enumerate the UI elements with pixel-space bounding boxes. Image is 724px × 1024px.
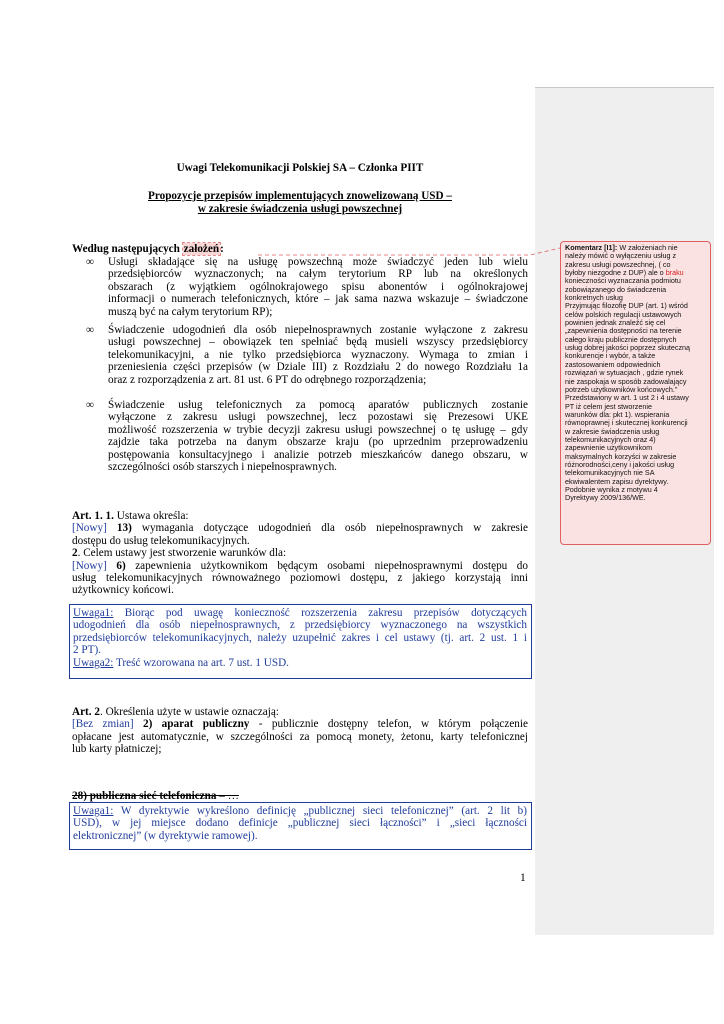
comment-text-segment: konieczności wyznaczania podmiotu <box>565 276 681 286</box>
assumptions-heading <box>72 243 224 255</box>
comment-text-segment: różnorodności,ceny i jakości usług <box>565 459 675 469</box>
comment-text-segment: konkretnych usług <box>565 293 623 303</box>
remark-label: Uwaga1: <box>73 805 114 817</box>
deleted-definition <box>72 790 239 802</box>
bullet-line: telekomunikacyjni, a nie tylko przedsiębiorca wyznaczony. Wymaga to zmian i <box>108 348 528 361</box>
bullet-3-text <box>108 399 528 473</box>
infinity-bullet-icon: ∞ <box>86 324 94 336</box>
remark-line: USD), w jej miejsce dodano definicje „publicznej sieci łączności” i „sieci łączności <box>73 817 527 830</box>
remark-text: W dyrektywie wykreślono definicję „publicznej sieci telefonicznej” (art. 2 lit b) <box>113 805 527 817</box>
art-2-item-cont: opłacane jest automatycznie, w szczególności za pomocą monety, żetonu, karty telefonicznej <box>72 730 528 743</box>
bullet-line: muszą być na całym terytorium RP); <box>108 305 273 318</box>
comment-text-segment: Dyrektywy 2009/136/WE. <box>565 493 646 503</box>
heading-prefix: Według następujących <box>72 243 183 255</box>
bullet-line: możliwość rozszerzenia w trybie decyzji zakresu usługi powszechnej o tę usługę – gdy <box>108 423 528 436</box>
comment-text-segment: Przedstawiony w art. 1 ust 2 i 4 ustawy <box>565 393 689 403</box>
heading-suffix: : <box>220 243 224 255</box>
bullet-1-text <box>108 256 528 318</box>
term-number: 2) aparat publiczny <box>133 718 250 731</box>
comment-line <box>565 494 707 502</box>
new-tag: [Nowy] <box>72 522 107 535</box>
remark-label: Uwaga1: <box>73 607 114 619</box>
remark-text: Biorąc pod uwagę konieczność rozszerzenia zakresu przepisów dotyczących <box>113 607 527 619</box>
art-1-item-13-line <box>72 522 528 534</box>
paragraph-number: 2 <box>72 547 78 560</box>
page-number: 1 <box>520 872 526 884</box>
commented-word-highlight[interactable]: założeń <box>183 243 220 255</box>
comment-label: Komentarz [I1]: <box>565 243 618 252</box>
bullet-line: zajdzie taka potrzeba na danym obszarze kraju (po uprzednim przeprowadzeniu <box>108 436 528 449</box>
remark-line <box>73 607 527 619</box>
infinity-bullet-icon: ∞ <box>86 399 94 411</box>
comment-balloon[interactable] <box>560 241 711 545</box>
comment-text-segment: telekomunikacyjnych nie SA <box>565 468 655 478</box>
comment-text-segment: zapewnienie użytkownikom <box>565 443 653 453</box>
remark-line: elektronicznej” (w dyrektywie ramowej). <box>73 829 258 842</box>
comment-text-segment: „zapewnienia dostępności na terenie <box>565 326 682 336</box>
remark-label: Uwaga2: <box>73 656 114 669</box>
term-definition: - publicznie dostępny telefon, w którym połączenie <box>249 718 528 731</box>
paragraph-text: . Celem ustawy jest stworzenie warunków dla: <box>77 547 287 560</box>
comment-text <box>565 244 707 503</box>
bullet-line: postępowania konsultacyjnego i analizie potrzeb mieszkańców danego obszaru, w <box>108 448 528 461</box>
deleted-term: 28) publiczna sieć telefoniczna <box>72 790 217 802</box>
bullet-line: informacji o numerach telefonicznych, które – jak sama nazwa wskazuje – świadczone <box>108 293 528 306</box>
bullet-line: Świadczenie usług telefonicznych za pomocą aparatów publicznych zostanie <box>108 399 528 411</box>
comment-text-segment: usług dobrej jakości poprzez skuteczną <box>565 343 691 353</box>
comment-text-segment: konkurencje i wybór, a także <box>565 351 656 361</box>
infinity-bullet-icon: ∞ <box>86 256 94 268</box>
bullet-line: Usługi składające się na usługę powszechną może świadczyć jeden lub wielu <box>108 256 528 268</box>
bullet-line: oraz z rozporządzenia z art. 81 ust. 6 PT do odrębnego rozporządzenia; <box>108 373 427 386</box>
comment-text-segment: Podobnie wynika z motywu 4 <box>565 484 658 494</box>
item-text: zapewnienia użytkownikom będącym osobami niepełnosprawnymi dostępu do <box>125 559 528 572</box>
item-number: 6) <box>106 559 126 572</box>
art-2-intro: . Określenia użyte w ustawie oznaczają: <box>99 706 279 718</box>
comment-text-segment: ekwiwalentem zapisu dyrektywy. <box>565 476 669 486</box>
bullet-line: usługi powszechnej – obowiązek ten spełniać będą musieli wszyscy przedsiębiorcy <box>108 336 528 349</box>
comment-text-segment: maksymalnych korzyści w zakresie <box>565 451 677 461</box>
comment-text-segment: warunków dla: pkt 1). wspierania <box>565 409 670 419</box>
bullet-line: szczególności osób starszych i niepełnosprawnych. <box>108 460 337 473</box>
art-2-item-cont: lub karty płatniczej; <box>72 743 162 756</box>
comment-text-segment: powinien jednak znaleźć się cel <box>565 318 666 328</box>
comment-text-segment: PT iż celem jest stworzenie <box>565 401 652 411</box>
comment-text-segment: Przyjmując filozofię DUP (art. 1) wśród <box>565 301 688 311</box>
remark-line: przedsiębiorców telekomunikacyjnych, należy uzupełnić zakres i cel ustawy (tj. art. 2 ust. 1 i <box>73 631 527 644</box>
art-1-item-6-line <box>72 560 528 572</box>
new-tag: [Nowy] <box>72 559 107 572</box>
art-1-item-13-cont: dostępu do usług telekomunikacyjnych. <box>72 534 250 547</box>
remark-box-1-text <box>73 607 527 669</box>
art-2-label: Art. 2 <box>72 706 100 718</box>
comment-text-segment: należy mówić o wyłączeniu usług z <box>565 251 677 261</box>
remark-text: Treść wzorowana na art. 7 ust. 1 USD. <box>113 656 289 669</box>
comment-text-segment: potrzeb użytkowników końcowych." <box>565 384 678 394</box>
unchanged-tag: [Bez zmian] <box>72 718 134 731</box>
art-1-section <box>72 510 528 597</box>
art-2-section <box>72 706 528 756</box>
art-1-paragraph-2 <box>72 547 528 559</box>
comment-text-segment: całego kraju publicznie dostępnych <box>565 334 677 344</box>
document-subtitle-line-2: w zakresie świadczenia usługi powszechnej <box>197 203 403 215</box>
comment-red-word: braku <box>665 268 684 278</box>
comment-text-segment: celów polskich regulacji ustawowych <box>565 309 682 319</box>
remark-line: udogodnień dla osób niepełnosprawnych, z przedsiębiorcy wyznaczonego na wszystkich <box>73 619 527 632</box>
remark-line: 2 PT). <box>73 644 101 657</box>
art-1-label: Art. 1. 1. <box>72 510 114 522</box>
bullet-line: Świadczenie udogodnień dla osób niepełnosprawnych zostanie wyłączone z zakresu <box>108 324 528 336</box>
art-1-intro: Ustawa określa: <box>113 510 189 522</box>
bullet-line: przeniesienia części przepisów (w Dziale III) z Rozdziału 2 do nowego Rozdziału 1a <box>108 361 528 374</box>
comment-text-segment: w zakresie świadczenia usług <box>565 426 660 436</box>
remark-line <box>73 805 527 817</box>
bullet-2-text <box>108 324 528 386</box>
deleted-ellipsis: – … <box>216 790 239 802</box>
comment-text-segment: byłoby niezgodne z DUP) ale o <box>565 268 666 278</box>
comment-text-segment: zastosowaniem odpowiednich <box>565 359 661 369</box>
bullet-line: wyłączone z zakresu usługi powszechnej, lecz pozostawi się Prezesowi UKE <box>108 411 528 424</box>
art-1-item-6-cont: użytkownicy końcowi. <box>72 584 174 597</box>
comment-text-segment: nie zaspokaja w sposób zadowalający <box>565 376 687 386</box>
remark-line <box>73 657 527 669</box>
comment-text-segment: rozwiązań w sytuacjach , gdzie rynek <box>565 368 684 378</box>
comment-text-segment: zakresu usługi powszechnej, ( co <box>565 259 671 269</box>
comment-text-segment: równoprawnej i skutecznej konkurencji <box>565 418 688 428</box>
bullet-line: obszarach (z wyjątkiem ogólnokrajowego spisu abonentów i ogólnokrajowej <box>108 280 528 293</box>
remark-box-2-text <box>73 805 527 842</box>
comment-text-segment: W założeniach nie <box>617 243 678 252</box>
bullet-line: przedsiębiorców wyznaczonych; na całym terytorium RP lub na określonych <box>108 268 528 281</box>
comment-text-segment: telekomunikacyjnych oraz 4) <box>565 434 656 444</box>
art-2-item-line <box>72 718 528 730</box>
art-1-intro-line <box>72 510 528 522</box>
item-text: wymagania dotyczące udogodnień dla osób niepełnosprawnych w zakresie <box>131 522 528 535</box>
art-2-intro-line <box>72 706 528 718</box>
comment-text-segment: zobowiązanego do świadczenia <box>565 284 667 294</box>
item-number: 13) <box>106 522 132 535</box>
document-subtitle-line-1: Propozycje przepisów implementujących znowelizowaną USD – <box>148 190 452 202</box>
document-title: Uwagi Telekomunikacji Polskiej SA – Członka PIIT <box>176 162 424 174</box>
art-1-item-6-cont: usług telekomunikacyjnych równoważnego poziomowi dostępu, z jakiego korzystają inni <box>72 571 528 584</box>
